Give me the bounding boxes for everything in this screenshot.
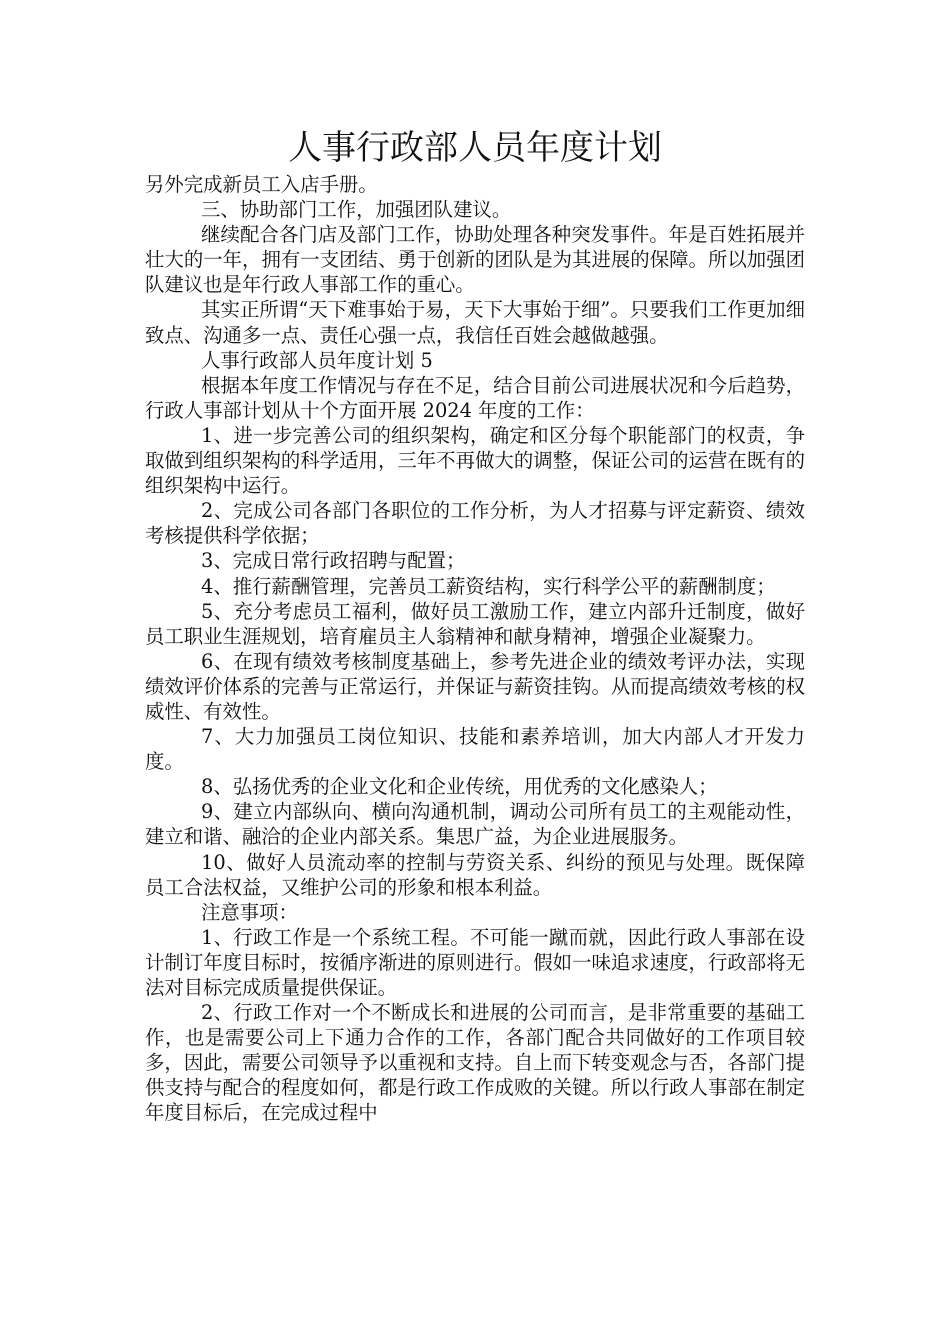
paragraph: 3、完成日常行政招聘与配置； bbox=[201, 549, 466, 573]
paragraph: 8、弘扬优秀的企业文化和企业传统，用优秀的文化感染人； bbox=[201, 775, 718, 799]
page-title: 人事行政部人员年度计划 bbox=[288, 128, 662, 168]
paragraph: 2、行政工作对一个不断成长和进展的公司而言，是非常重要的基础工作，也是需要公司上下通力合作的工作，各部门配合共同做好的工作项目较多，因此，需要公司领导予以重视和支持。自上而下转变观念与否，各部门提供支持与配合的程度如何，都是行政工作成败的关键。所以行政人事部在制定年度目标后，在完成过程中 bbox=[145, 1001, 805, 1125]
paragraph: 6、在现有绩效考核制度基础上，参考先进企业的绩效考评办法，实现绩效评价体系的完善与正常运行，并保证与薪资挂钩。从而提高绩效考核的权威性、有效性。 bbox=[145, 649, 805, 723]
paragraph: 另外完成新员工入店手册。 bbox=[145, 173, 378, 196]
paragraph: 根据本年度工作情况与存在不足，结合目前公司进展状况和今后趋势，行政人事部计划从十个方面开展 2024 年度的工作： bbox=[145, 373, 805, 422]
paragraph: 其实正所谓“天下难事始于易，天下大事始于细”。只要我们工作更加细致点、沟通多一点、责任心强一点，我信任百姓会越做越强。 bbox=[145, 298, 805, 347]
paragraph: 三、协助部门工作，加强团队建议。 bbox=[201, 198, 512, 222]
paragraph: 继续配合各门店及部门工作，协助处理各种突发事件。年是百姓拓展并壮大的一年，拥有一支团结、勇于创新的团队是为其进展的保障。所以加强团队建议也是年行政人事部工作的重心。 bbox=[145, 223, 805, 297]
document-body bbox=[145, 172, 805, 1126]
paragraph: 人事行政部人员年度计划 5 bbox=[201, 348, 433, 372]
paragraph: 9、建立内部纵向、横向沟通机制，调动公司所有员工的主观能动性，建立和谐、融洽的企业内部关系。集思广益，为企业进展服务。 bbox=[145, 800, 805, 849]
paragraph: 2、完成公司各部门各职位的工作分析，为人才招募与评定薪资、绩效考核提供科学依据； bbox=[145, 499, 805, 548]
paragraph: 4、推行薪酬管理，完善员工薪资结构，实行科学公平的薪酬制度； bbox=[201, 574, 776, 598]
paragraph: 注意事项： bbox=[201, 900, 298, 924]
paragraph: 1、行政工作是一个系统工程。不可能一蹴而就，因此行政人事部在设计制订年度目标时，按循序渐进的原则进行。假如一味追求速度，行政部将无法对目标完成质量提供保证。 bbox=[145, 925, 805, 999]
paragraph: 1、进一步完善公司的组织架构，确定和区分每个职能部门的权责，争取做到组织架构的科学适用，三年不再做大的调整，保证公司的运营在既有的组织架构中运行。 bbox=[145, 423, 805, 498]
paragraph: 5、充分考虑员工福利，做好员工激励工作，建立内部升迁制度，做好员工职业生涯规划，培育雇员主人翁精神和献身精神，增强企业凝聚力。 bbox=[145, 599, 805, 648]
paragraph: 10、做好人员流动率的控制与劳资关系、纠纷的预见与处理。既保障员工合法权益，又维护公司的形象和根本利益。 bbox=[145, 850, 805, 899]
paragraph: 7、大力加强员工岗位知识、技能和素养培训，加大内部人才开发力度。 bbox=[145, 725, 805, 774]
